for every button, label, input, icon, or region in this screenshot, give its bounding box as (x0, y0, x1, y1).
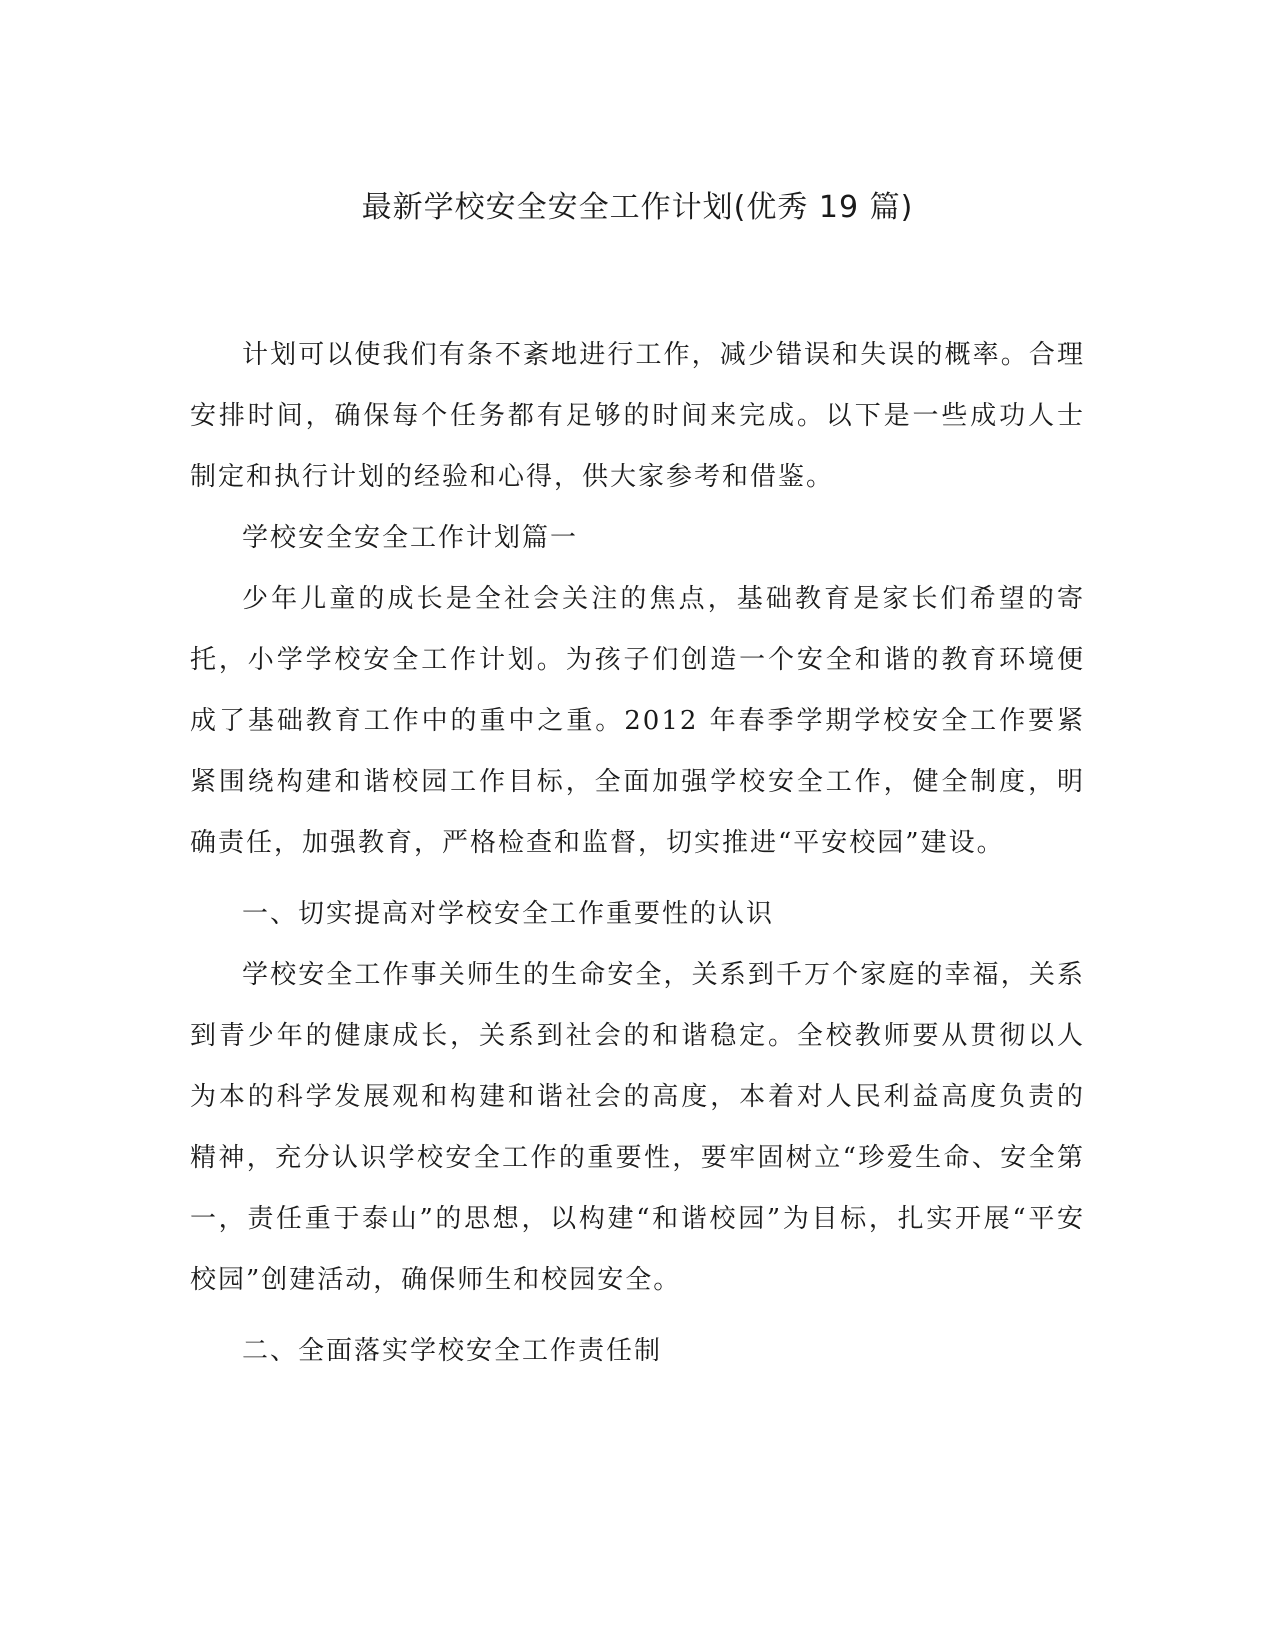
paragraph-gap (190, 1311, 1085, 1321)
paragraph-gap (190, 874, 1085, 884)
body-paragraph-importance: 学校安全工作事关师生的生命安全，关系到千万个家庭的幸福，关系到青少年的健康成长，关系到社会的和谐稳定。全校教师要从贯彻以人为本的科学发展观和构建和谐社会的高度，本着对人民利益高度负责的精神，充分认识学校安全工作的重要性，要牢固树立“珍爱生命、安全第一，责任重于泰山”的思想，以构建“和谐校园”为目标，扎实开展“平安校园”创建活动，确保师生和校园安全。 (190, 960, 1085, 1295)
intro-paragraph: 计划可以使我们有条不紊地进行工作，减少错误和失误的概率。合理安排时间，确保每个任务都有足够的时间来完成。以下是一些成功人士制定和执行计划的经验和心得，供大家参考和借鉴。 (190, 340, 1085, 492)
body-paragraph-background: 少年儿童的成长是全社会关注的焦点，基础教育是家长们希望的寄托，小学学校安全工作计划。为孩子们创造一个安全和谐的教育环境便成了基础教育工作中的重中之重。2012 年春季学期学校安全工作要紧紧围绕构建和谐校园工作目标，全面加强学校安全工作，健全制度，明确责任，加强教育，严格检查和监督，切实推进“平安校园”建设。 (190, 584, 1085, 858)
section-heading-one: 一、切实提高对学校安全工作重要性的认识 (242, 899, 775, 929)
document-body (190, 325, 1085, 1382)
section-heading-two: 二、全面落实学校安全工作责任制 (242, 1336, 663, 1366)
section-heading-part-one: 学校安全安全工作计划篇一 (242, 523, 579, 553)
document-title: 最新学校安全安全工作计划(优秀 19 篇) (361, 190, 914, 225)
